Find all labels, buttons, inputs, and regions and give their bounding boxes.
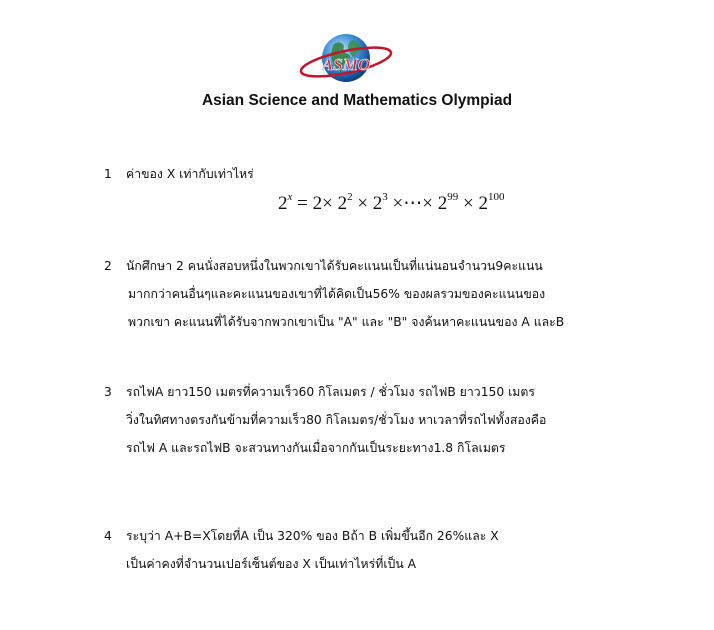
question-2: [104, 252, 564, 336]
question-text-line: มากกว่าคนอื่นๆและคะแนนของเขาที่ได้คิดเป็น56% ของผลรวมของคะแนนของ: [128, 287, 546, 301]
question-number: 1: [104, 167, 112, 181]
question-text-line: นักศึกษา 2 คนนั่งสอบหนึ่งในพวกเขาได้รับคะแนนเป็นที่แน่นอนจำนวน9คะแนน: [126, 259, 543, 273]
page-title: Asian Science and Mathematics Olympiad: [201, 92, 513, 109]
question-3: [104, 378, 546, 462]
question-4: [104, 522, 499, 578]
question-text-line: ระบุว่า A+B=Xโดยที่A เป็น 320% ของ Bถ้า B เพิ่มขึ้นอีก 26%และ X: [126, 529, 499, 543]
question-text-line: รถไฟ A และรถไฟB จะสวนทางกันเมื่อจากกันเป็นระยะทาง1.8 กิโลเมตร: [126, 441, 506, 455]
question-number: 3: [104, 385, 112, 399]
equation: $2^x = 2\times 2^2 \times 2^3$ ×⋯× $2^{99} \times 2^{100}$: [278, 190, 505, 214]
asmo-logo: [296, 30, 396, 90]
question-text-line: วิ่งในทิศทางตรงกันข้ามที่ความเร็ว80 กิโลเมตร/ชั่วโมง หาเวลาที่รถไฟทั้งสองคือ: [126, 413, 547, 427]
question-1: [104, 160, 254, 188]
question-number: 4: [104, 529, 112, 543]
question-text-line: ค่าของ X เท่ากับเท่าไหร่: [126, 167, 254, 181]
globe-logo-icon: [296, 30, 396, 90]
question-number: 2: [104, 259, 112, 273]
question-text-line: รถไฟA ยาว150 เมตรที่ความเร็ว60 กิโลเมตร / ชั่วโมง รถไฟB ยาว150 เมตร: [126, 385, 535, 399]
logo-text: ASMO: [321, 55, 371, 74]
question-text-line: พวกเขา คะแนนที่ได้รับจากพวกเขาเป็น "A" และ "B" จงค้นหาคะแนนของ A และB: [128, 315, 565, 329]
question-text-line: เป็นค่าคงที่จำนวนเปอร์เซ็นต์ของ X เป็นเท่าไหร่ที่เป็น A: [126, 557, 417, 571]
